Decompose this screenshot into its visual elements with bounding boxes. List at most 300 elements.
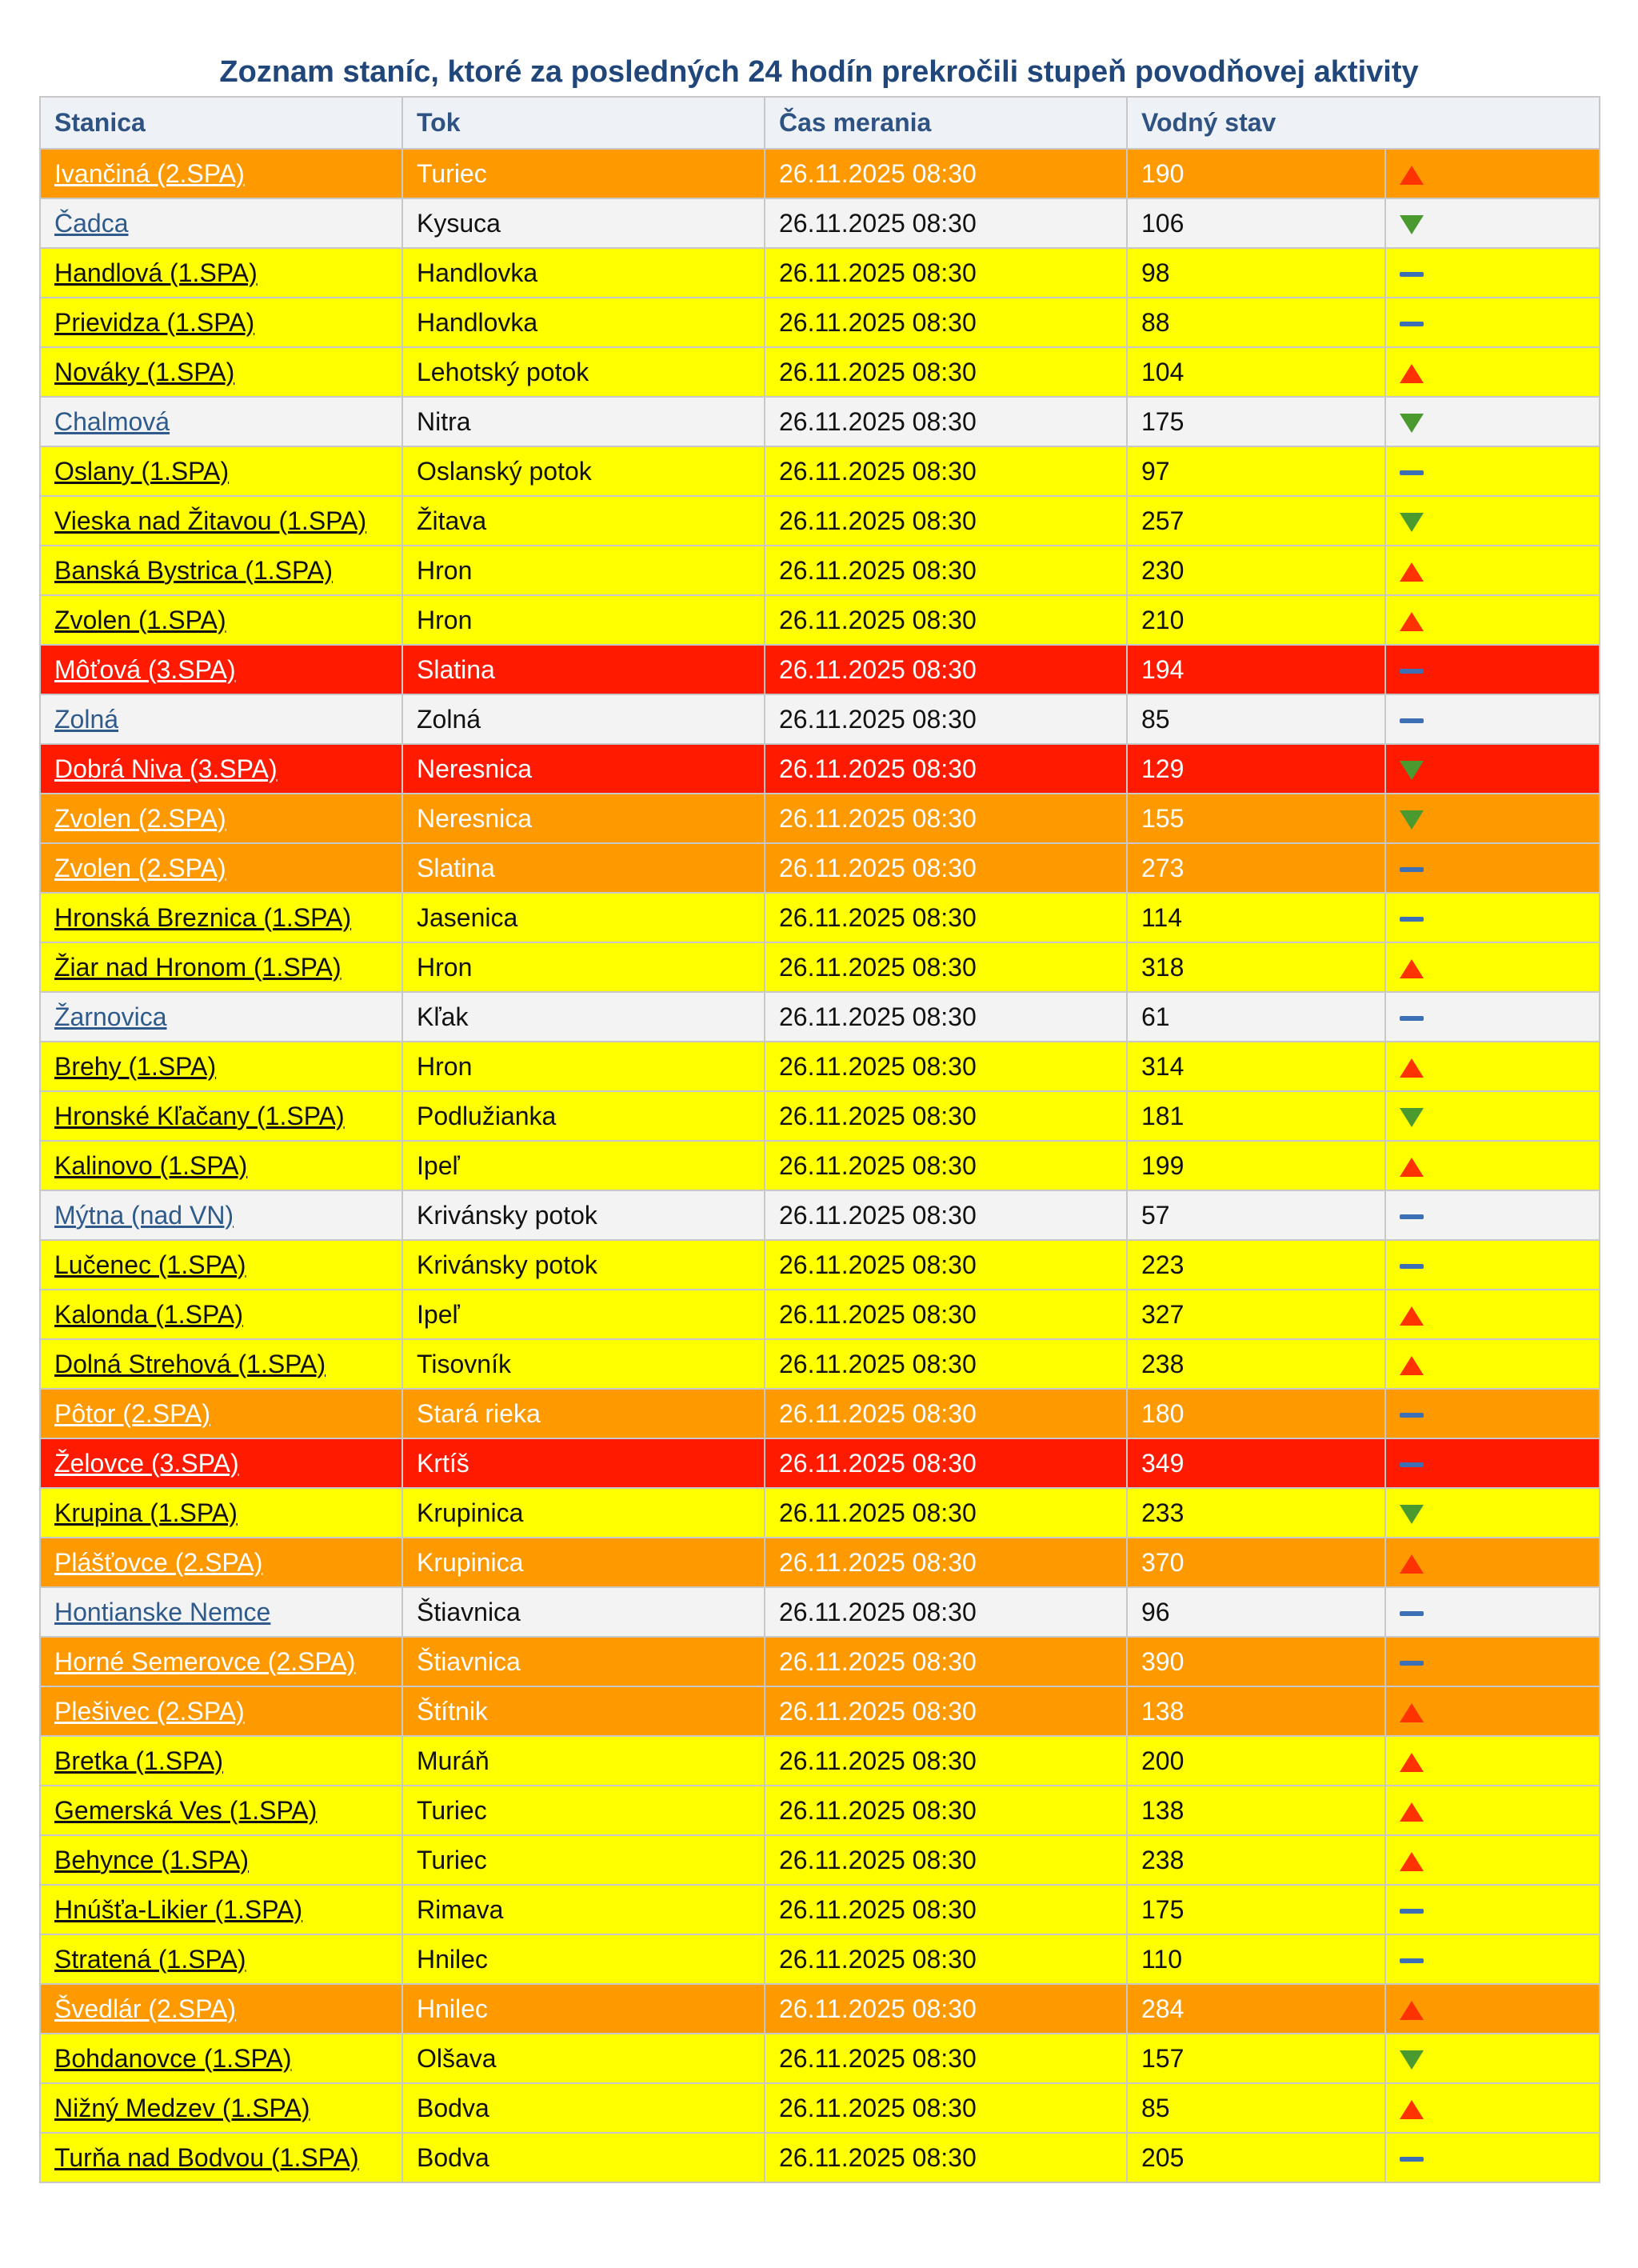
station-link[interactable]: Hontianske Nemce: [54, 1597, 271, 1626]
trend-steady-icon: [1400, 1661, 1424, 1666]
table-row: [40, 992, 1600, 1042]
station-link[interactable]: Handlová (1.SPA): [54, 258, 258, 287]
water-level-cell: 257: [1127, 496, 1385, 546]
measurement-time-cell: 26.11.2025 08:30: [765, 595, 1127, 645]
measurement-time-cell: 26.11.2025 08:30: [765, 446, 1127, 496]
stream-cell: Jasenica: [402, 893, 765, 942]
station-cell: [40, 1736, 402, 1786]
stream-cell: Krivánsky potok: [402, 1240, 765, 1290]
measurement-time-cell: 26.11.2025 08:30: [765, 1290, 1127, 1339]
trend-steady-icon: [1400, 1909, 1424, 1914]
table-row: [40, 1686, 1600, 1736]
station-cell: [40, 744, 402, 794]
station-cell: [40, 1637, 402, 1686]
trend-steady-icon: [1400, 1214, 1424, 1219]
column-header-stream: Tok: [402, 97, 765, 149]
trend-down-icon: [1400, 2050, 1424, 2070]
station-link[interactable]: Hronská Breznica (1.SPA): [54, 902, 352, 932]
stream-cell: Hnilec: [402, 1934, 765, 1984]
trend-up-icon: [1400, 1554, 1424, 1574]
measurement-time-cell: 26.11.2025 08:30: [765, 2034, 1127, 2083]
trend-up-icon: [1400, 1703, 1424, 1722]
trend-cell: [1385, 1736, 1600, 1786]
trend-cell: [1385, 1190, 1600, 1240]
water-level-cell: 114: [1127, 893, 1385, 942]
station-cell: [40, 546, 402, 595]
table-row: [40, 1934, 1600, 1984]
trend-cell: [1385, 1885, 1600, 1934]
trend-up-icon: [1400, 1306, 1424, 1326]
trend-cell: [1385, 694, 1600, 744]
trend-cell: [1385, 2133, 1600, 2182]
stream-cell: Krtíš: [402, 1438, 765, 1488]
table-row: [40, 397, 1600, 446]
stream-cell: Hron: [402, 595, 765, 645]
station-cell: [40, 1190, 402, 1240]
station-link[interactable]: Gemerská Ves (1.SPA): [54, 1795, 318, 1825]
table-row: [40, 1141, 1600, 1190]
trend-down-icon: [1400, 513, 1424, 532]
water-level-cell: 155: [1127, 794, 1385, 843]
stream-cell: Neresnica: [402, 794, 765, 843]
stream-cell: Hron: [402, 546, 765, 595]
trend-up-icon: [1400, 959, 1424, 978]
trend-steady-icon: [1400, 917, 1424, 922]
measurement-time-cell: 26.11.2025 08:30: [765, 248, 1127, 298]
trend-cell: [1385, 843, 1600, 893]
water-level-cell: 349: [1127, 1438, 1385, 1488]
table-row: [40, 1835, 1600, 1885]
measurement-time-cell: 26.11.2025 08:30: [765, 1488, 1127, 1538]
station-link[interactable]: Turňa nad Bodvou (1.SPA): [54, 2142, 359, 2172]
trend-cell: [1385, 1091, 1600, 1141]
trend-cell: [1385, 1240, 1600, 1290]
water-level-cell: 85: [1127, 2083, 1385, 2133]
stream-cell: Ipeľ: [402, 1141, 765, 1190]
table-row: [40, 942, 1600, 992]
station-cell: [40, 942, 402, 992]
measurement-time-cell: 26.11.2025 08:30: [765, 1934, 1127, 1984]
column-header-station: Stanica: [40, 97, 402, 149]
measurement-time-cell: 26.11.2025 08:30: [765, 744, 1127, 794]
station-link[interactable]: Zolná: [54, 704, 119, 734]
trend-steady-icon: [1400, 2157, 1424, 2162]
trend-steady-icon: [1400, 669, 1424, 674]
water-level-cell: 210: [1127, 595, 1385, 645]
trend-cell: [1385, 1835, 1600, 1885]
table-row: [40, 694, 1600, 744]
water-level-cell: 96: [1127, 1587, 1385, 1637]
measurement-time-cell: 26.11.2025 08:30: [765, 149, 1127, 198]
stream-cell: Rimava: [402, 1885, 765, 1934]
station-cell: [40, 595, 402, 645]
trend-down-icon: [1400, 761, 1424, 780]
stream-cell: Štiavnica: [402, 1637, 765, 1686]
water-level-cell: 157: [1127, 2034, 1385, 2083]
station-link[interactable]: Kalinovo (1.SPA): [54, 1150, 248, 1180]
water-level-cell: 129: [1127, 744, 1385, 794]
stream-cell: Podlužianka: [402, 1091, 765, 1141]
trend-cell: [1385, 1438, 1600, 1488]
trend-down-icon: [1400, 215, 1424, 234]
trend-cell: [1385, 1786, 1600, 1835]
station-cell: [40, 446, 402, 496]
stream-cell: Kysuca: [402, 198, 765, 248]
water-level-cell: 238: [1127, 1339, 1385, 1389]
station-cell: [40, 2034, 402, 2083]
stream-cell: Oslanský potok: [402, 446, 765, 496]
station-link[interactable]: Brehy (1.SPA): [54, 1051, 217, 1081]
measurement-time-cell: 26.11.2025 08:30: [765, 1141, 1127, 1190]
stream-cell: Tisovník: [402, 1339, 765, 1389]
water-level-cell: 104: [1127, 347, 1385, 397]
station-link[interactable]: Banská Bystrica (1.SPA): [54, 555, 333, 585]
trend-cell: [1385, 1984, 1600, 2034]
table-row: [40, 2083, 1600, 2133]
station-link[interactable]: Chalmová: [54, 406, 170, 436]
station-link[interactable]: Vieska nad Žitavou (1.SPA): [54, 506, 367, 535]
water-level-cell: 57: [1127, 1190, 1385, 1240]
station-link[interactable]: Hronské Kľačany (1.SPA): [54, 1101, 345, 1130]
station-link[interactable]: Pôtor (2.SPA): [54, 1398, 211, 1428]
measurement-time-cell: 26.11.2025 08:30: [765, 2133, 1127, 2182]
measurement-time-cell: 26.11.2025 08:30: [765, 1736, 1127, 1786]
station-cell: [40, 298, 402, 347]
stream-cell: Muráň: [402, 1736, 765, 1786]
station-cell: [40, 248, 402, 298]
trend-cell: [1385, 1587, 1600, 1637]
water-level-cell: 370: [1127, 1538, 1385, 1587]
trend-steady-icon: [1400, 470, 1424, 475]
station-cell: [40, 1934, 402, 1984]
table-row: [40, 1290, 1600, 1339]
measurement-time-cell: 26.11.2025 08:30: [765, 298, 1127, 347]
table-row: [40, 546, 1600, 595]
measurement-time-cell: 26.11.2025 08:30: [765, 1190, 1127, 1240]
station-cell: [40, 1339, 402, 1389]
table-row: [40, 794, 1600, 843]
table-row: [40, 1538, 1600, 1587]
station-cell: [40, 645, 402, 694]
table-row: [40, 1091, 1600, 1141]
station-link[interactable]: Ivančiná (2.SPA): [54, 158, 245, 188]
station-link[interactable]: Kalonda (1.SPA): [54, 1299, 243, 1329]
trend-steady-icon: [1400, 1264, 1424, 1269]
water-level-cell: 200: [1127, 1736, 1385, 1786]
trend-cell: [1385, 744, 1600, 794]
trend-cell: [1385, 1488, 1600, 1538]
station-cell: [40, 347, 402, 397]
water-level-cell: 88: [1127, 298, 1385, 347]
station-link[interactable]: Zvolen (2.SPA): [54, 803, 226, 833]
water-level-cell: 230: [1127, 546, 1385, 595]
trend-cell: [1385, 446, 1600, 496]
table-row: [40, 1042, 1600, 1091]
station-link[interactable]: Želovce (3.SPA): [54, 1448, 239, 1478]
stream-cell: Turiec: [402, 1835, 765, 1885]
measurement-time-cell: 26.11.2025 08:30: [765, 347, 1127, 397]
water-level-cell: 190: [1127, 149, 1385, 198]
water-level-cell: 318: [1127, 942, 1385, 992]
stations-table: [39, 96, 1600, 2183]
station-link[interactable]: Dolná Strehová (1.SPA): [54, 1349, 326, 1378]
station-link[interactable]: Zvolen (2.SPA): [54, 853, 226, 882]
measurement-time-cell: 26.11.2025 08:30: [765, 546, 1127, 595]
table-row: [40, 1389, 1600, 1438]
station-cell: [40, 694, 402, 744]
table-row: [40, 2133, 1600, 2182]
station-link[interactable]: Nováky (1.SPA): [54, 357, 235, 386]
measurement-time-cell: 26.11.2025 08:30: [765, 1984, 1127, 2034]
table-row: [40, 1786, 1600, 1835]
station-link[interactable]: Švedlár (2.SPA): [54, 1994, 237, 2023]
trend-up-icon: [1400, 1802, 1424, 1822]
stream-cell: Štiavnica: [402, 1587, 765, 1637]
trend-steady-icon: [1400, 1016, 1424, 1021]
trend-steady-icon: [1400, 1462, 1424, 1467]
table-row: [40, 645, 1600, 694]
trend-cell: [1385, 942, 1600, 992]
trend-cell: [1385, 1042, 1600, 1091]
trend-cell: [1385, 2034, 1600, 2083]
trend-cell: [1385, 992, 1600, 1042]
stream-cell: Slatina: [402, 843, 765, 893]
table-row: [40, 1438, 1600, 1488]
table-body: [40, 149, 1600, 2182]
water-level-cell: 273: [1127, 843, 1385, 893]
measurement-time-cell: 26.11.2025 08:30: [765, 1637, 1127, 1686]
station-link[interactable]: Behynce (1.SPA): [54, 1845, 250, 1874]
trend-down-icon: [1400, 810, 1424, 830]
stream-cell: Štítnik: [402, 1686, 765, 1736]
trend-up-icon: [1400, 1356, 1424, 1375]
stream-cell: Zolná: [402, 694, 765, 744]
water-level-cell: 97: [1127, 446, 1385, 496]
station-cell: [40, 496, 402, 546]
trend-cell: [1385, 496, 1600, 546]
table-row: [40, 1984, 1600, 2034]
station-link[interactable]: Bretka (1.SPA): [54, 1746, 224, 1775]
water-level-cell: 238: [1127, 1835, 1385, 1885]
water-level-cell: 314: [1127, 1042, 1385, 1091]
measurement-time-cell: 26.11.2025 08:30: [765, 1885, 1127, 1934]
water-level-cell: 205: [1127, 2133, 1385, 2182]
measurement-time-cell: 26.11.2025 08:30: [765, 645, 1127, 694]
measurement-time-cell: 26.11.2025 08:30: [765, 198, 1127, 248]
station-cell: [40, 1091, 402, 1141]
station-cell: [40, 2133, 402, 2182]
trend-up-icon: [1400, 1158, 1424, 1177]
stream-cell: Bodva: [402, 2083, 765, 2133]
table-row: [40, 248, 1600, 298]
measurement-time-cell: 26.11.2025 08:30: [765, 1438, 1127, 1488]
water-level-cell: 390: [1127, 1637, 1385, 1686]
trend-steady-icon: [1400, 272, 1424, 277]
trend-cell: [1385, 1389, 1600, 1438]
trend-cell: [1385, 645, 1600, 694]
stream-cell: Hnilec: [402, 1984, 765, 2034]
measurement-time-cell: 26.11.2025 08:30: [765, 1389, 1127, 1438]
station-link[interactable]: Hnúšťa-Likier (1.SPA): [54, 1894, 303, 1924]
measurement-time-cell: 26.11.2025 08:30: [765, 2083, 1127, 2133]
station-link[interactable]: Nižný Medzev (1.SPA): [54, 2093, 310, 2122]
station-link[interactable]: Dobrá Niva (3.SPA): [54, 754, 278, 783]
trend-down-icon: [1400, 1505, 1424, 1524]
stream-cell: Hron: [402, 942, 765, 992]
water-level-cell: 233: [1127, 1488, 1385, 1538]
station-link[interactable]: Plešivec (2.SPA): [54, 1696, 245, 1726]
station-cell: [40, 794, 402, 843]
trend-cell: [1385, 397, 1600, 446]
water-level-cell: 194: [1127, 645, 1385, 694]
measurement-time-cell: 26.11.2025 08:30: [765, 843, 1127, 893]
measurement-time-cell: 26.11.2025 08:30: [765, 1686, 1127, 1736]
trend-up-icon: [1400, 1753, 1424, 1772]
station-cell: [40, 843, 402, 893]
table-row: [40, 1339, 1600, 1389]
column-header-time: Čas merania: [765, 97, 1127, 149]
station-cell: [40, 1042, 402, 1091]
measurement-time-cell: 26.11.2025 08:30: [765, 1587, 1127, 1637]
table-row: [40, 1240, 1600, 1290]
station-cell: [40, 893, 402, 942]
station-link[interactable]: Žarnovica: [54, 1002, 167, 1031]
measurement-time-cell: 26.11.2025 08:30: [765, 397, 1127, 446]
trend-up-icon: [1400, 166, 1424, 185]
station-link[interactable]: Krupina (1.SPA): [54, 1498, 238, 1527]
table-row: [40, 1885, 1600, 1934]
stream-cell: Olšava: [402, 2034, 765, 2083]
measurement-time-cell: 26.11.2025 08:30: [765, 1786, 1127, 1835]
page-title: Zoznam staníc, ktoré za posledných 24 hodín prekročili stupeň povodňovej aktivity: [219, 55, 1419, 90]
trend-down-icon: [1400, 414, 1424, 433]
trend-cell: [1385, 1686, 1600, 1736]
station-cell: [40, 198, 402, 248]
water-level-cell: 284: [1127, 1984, 1385, 2034]
table-row: [40, 446, 1600, 496]
measurement-time-cell: 26.11.2025 08:30: [765, 794, 1127, 843]
station-cell: [40, 1389, 402, 1438]
trend-cell: [1385, 347, 1600, 397]
table-row: [40, 1488, 1600, 1538]
stream-cell: Turiec: [402, 1786, 765, 1835]
trend-steady-icon: [1400, 322, 1424, 326]
station-cell: [40, 149, 402, 198]
measurement-time-cell: 26.11.2025 08:30: [765, 1240, 1127, 1290]
stream-cell: Handlovka: [402, 298, 765, 347]
trend-cell: [1385, 298, 1600, 347]
stream-cell: Hron: [402, 1042, 765, 1091]
measurement-time-cell: 26.11.2025 08:30: [765, 1339, 1127, 1389]
station-link[interactable]: Lučenec (1.SPA): [54, 1250, 246, 1279]
trend-cell: [1385, 1934, 1600, 1984]
stream-cell: Stará rieka: [402, 1389, 765, 1438]
station-link[interactable]: Oslany (1.SPA): [54, 456, 230, 486]
water-level-cell: 138: [1127, 1686, 1385, 1736]
stream-cell: Slatina: [402, 645, 765, 694]
column-header-water-level: Vodný stav: [1127, 97, 1600, 149]
station-cell: [40, 2083, 402, 2133]
trend-up-icon: [1400, 2100, 1424, 2119]
table-row: [40, 1587, 1600, 1637]
trend-cell: [1385, 198, 1600, 248]
stream-cell: Kľak: [402, 992, 765, 1042]
water-level-cell: 180: [1127, 1389, 1385, 1438]
water-level-cell: 327: [1127, 1290, 1385, 1339]
table-row: [40, 595, 1600, 645]
trend-cell: [1385, 1141, 1600, 1190]
table-row: [40, 843, 1600, 893]
station-cell: [40, 1786, 402, 1835]
stream-cell: Nitra: [402, 397, 765, 446]
trend-down-icon: [1400, 1108, 1424, 1127]
trend-steady-icon: [1400, 1611, 1424, 1616]
trend-steady-icon: [1400, 718, 1424, 723]
water-level-cell: 175: [1127, 397, 1385, 446]
station-cell: [40, 1488, 402, 1538]
measurement-time-cell: 26.11.2025 08:30: [765, 893, 1127, 942]
table-row: [40, 1190, 1600, 1240]
trend-cell: [1385, 1538, 1600, 1587]
water-level-cell: 85: [1127, 694, 1385, 744]
trend-cell: [1385, 248, 1600, 298]
station-cell: [40, 1885, 402, 1934]
table-row: [40, 198, 1600, 248]
measurement-time-cell: 26.11.2025 08:30: [765, 1538, 1127, 1587]
station-cell: [40, 1587, 402, 1637]
table-row: [40, 2034, 1600, 2083]
measurement-time-cell: 26.11.2025 08:30: [765, 1042, 1127, 1091]
station-link[interactable]: Plášťovce (2.SPA): [54, 1547, 263, 1577]
water-level-cell: 138: [1127, 1786, 1385, 1835]
water-level-cell: 110: [1127, 1934, 1385, 1984]
station-link[interactable]: Bohdanovce (1.SPA): [54, 2043, 292, 2073]
water-level-cell: 106: [1127, 198, 1385, 248]
station-cell: [40, 1984, 402, 2034]
station-cell: [40, 1835, 402, 1885]
station-link[interactable]: Žiar nad Hronom (1.SPA): [54, 952, 342, 982]
station-link[interactable]: Stratená (1.SPA): [54, 1944, 246, 1974]
trend-cell: [1385, 2083, 1600, 2133]
stream-cell: Turiec: [402, 149, 765, 198]
trend-cell: [1385, 1290, 1600, 1339]
stream-cell: Bodva: [402, 2133, 765, 2182]
table-row: [40, 149, 1600, 198]
station-link[interactable]: Horné Semerovce (2.SPA): [54, 1646, 356, 1676]
station-link[interactable]: Čadca: [54, 208, 129, 238]
stream-cell: Handlovka: [402, 248, 765, 298]
measurement-time-cell: 26.11.2025 08:30: [765, 694, 1127, 744]
table-row: [40, 1736, 1600, 1786]
measurement-time-cell: 26.11.2025 08:30: [765, 1091, 1127, 1141]
measurement-time-cell: 26.11.2025 08:30: [765, 942, 1127, 992]
water-level-cell: 223: [1127, 1240, 1385, 1290]
station-link[interactable]: Zvolen (1.SPA): [54, 605, 226, 634]
trend-steady-icon: [1400, 867, 1424, 872]
table-row: [40, 1637, 1600, 1686]
station-link[interactable]: Môťová (3.SPA): [54, 654, 236, 684]
trend-up-icon: [1400, 364, 1424, 383]
station-link[interactable]: Mýtna (nad VN): [54, 1200, 234, 1230]
trend-cell: [1385, 595, 1600, 645]
stream-cell: Krivánsky potok: [402, 1190, 765, 1240]
station-cell: [40, 992, 402, 1042]
trend-up-icon: [1400, 1058, 1424, 1078]
station-cell: [40, 397, 402, 446]
station-link[interactable]: Prievidza (1.SPA): [54, 307, 255, 337]
trend-cell: [1385, 149, 1600, 198]
table-row: [40, 496, 1600, 546]
